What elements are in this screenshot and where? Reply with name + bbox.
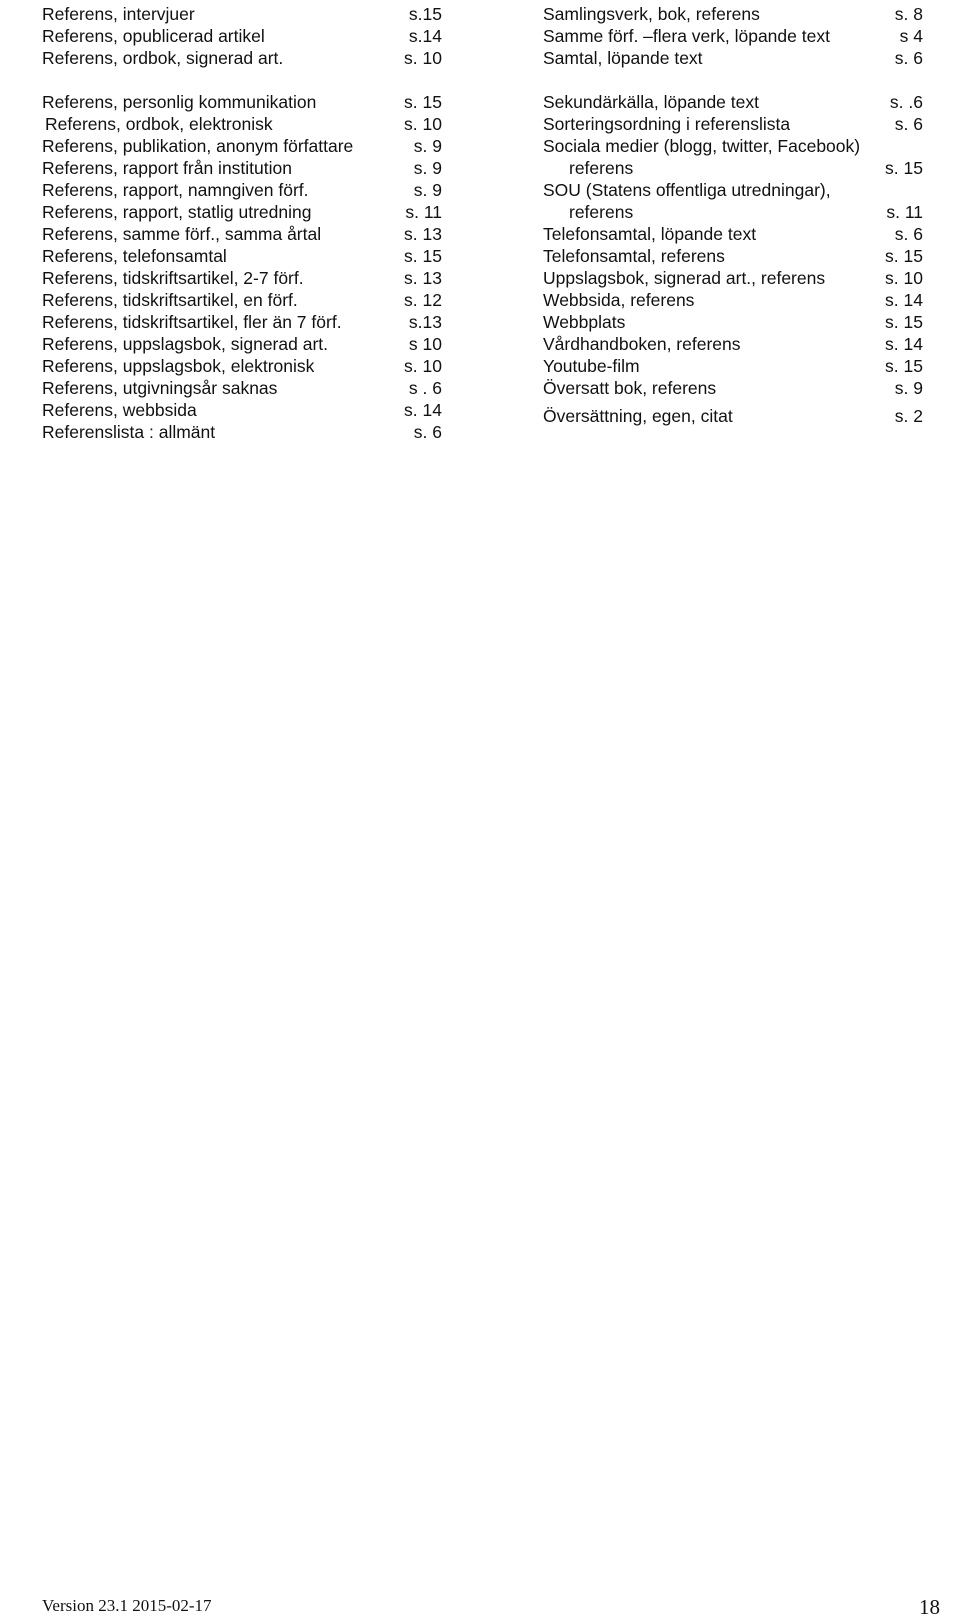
index-entry: [42, 201, 442, 223]
index-term: Webbsida, referens: [543, 290, 695, 310]
index-term: Sorteringsordning i referenslista: [543, 114, 791, 134]
index-entry: [543, 113, 923, 135]
index-page-ref: s. 11: [886, 202, 923, 222]
index-entry: [42, 179, 442, 201]
index-term: Uppslagsbok, signerad art., referens: [543, 268, 826, 288]
index-entry: [42, 91, 442, 113]
index-term: referens: [569, 158, 634, 178]
index-entry: [42, 355, 442, 377]
index-term: Samlingsverk, bok, referens: [543, 4, 760, 24]
index-entry: [42, 135, 442, 157]
index-page-ref: s . 6: [408, 378, 442, 398]
index-term: Referens, webbsida: [42, 400, 197, 420]
index-term: Referens, uppslagsbok, signerad art.: [42, 334, 328, 354]
index-page-ref: s.15: [408, 4, 442, 24]
index-page-ref: s. 14: [885, 290, 923, 310]
index-page-ref: s. 14: [885, 334, 923, 354]
index-entry: [543, 377, 923, 399]
index-entry: [42, 399, 442, 421]
index-page-ref: s. 6: [894, 114, 923, 134]
index-term: Referens, telefonsamtal: [42, 246, 227, 266]
index-page-ref: s. 14: [404, 400, 442, 420]
index-entry: [543, 91, 923, 113]
index-term: Referens, tidskriftsartikel, en förf.: [42, 290, 298, 310]
index-term: Referens, tidskriftsartikel, fler än 7 förf.: [42, 312, 342, 332]
index-term: Telefonsamtal, löpande text: [543, 224, 757, 244]
index-entry: [543, 47, 923, 69]
index-entry: [42, 157, 442, 179]
index-entry: [42, 223, 442, 245]
index-entry: [543, 3, 923, 25]
index-entry: [543, 157, 923, 179]
index-page-ref: s 10: [408, 334, 442, 354]
index-entry: [42, 113, 442, 135]
index-page-ref: s. 10: [404, 356, 442, 376]
index-page-ref: s. 15: [404, 92, 442, 112]
index-page-ref: s. 11: [405, 202, 442, 222]
index-page-ref: s 4: [899, 26, 923, 46]
index-entry: [42, 311, 442, 333]
index-page-ref: s. 8: [894, 4, 923, 24]
index-column-right: [543, 3, 923, 427]
index-page-ref: s. 6: [413, 422, 442, 442]
index-term: Webbplats: [543, 312, 626, 332]
index-page-ref: s. 15: [885, 312, 923, 332]
index-term: Översättning, egen, citat: [543, 406, 733, 426]
index-page-ref: s. 2: [894, 406, 923, 426]
index-page-ref: s. 10: [885, 268, 923, 288]
index-term: Referens, opublicerad artikel: [42, 26, 265, 46]
index-page-ref: s. .6: [889, 92, 923, 112]
index-entry: [42, 333, 442, 355]
index-page-ref: s. 15: [885, 158, 923, 178]
index-entry: [543, 223, 923, 245]
index-term: Referens, rapport, statlig utredning: [42, 202, 312, 222]
index-term: Sociala medier (blogg, twitter, Facebook): [543, 136, 861, 156]
index-term: Referens, rapport, namngiven förf.: [42, 180, 309, 200]
index-term: SOU (Statens offentliga utredningar),: [543, 180, 831, 200]
index-entry: [42, 289, 442, 311]
index-entry: [42, 25, 442, 47]
index-page-ref: s. 13: [404, 268, 442, 288]
index-term: Referens, utgivningsår saknas: [42, 378, 278, 398]
index-term: Samme förf. –flera verk, löpande text: [543, 26, 830, 46]
index-entry: [543, 289, 923, 311]
index-term: Referens, publikation, anonym författare: [42, 136, 354, 156]
index-term: Samtal, löpande text: [543, 48, 703, 68]
index-term: Referens, tidskriftsartikel, 2-7 förf.: [42, 268, 304, 288]
index-entry: [543, 179, 923, 201]
index-term: Youtube-film: [543, 356, 640, 376]
index-page-ref: s. 6: [894, 48, 923, 68]
index-entry: [42, 47, 442, 69]
index-page-ref: s. 10: [404, 48, 442, 68]
index-entry: [543, 267, 923, 289]
index-entry: [42, 3, 442, 25]
index-term: Referens, intervjuer: [42, 4, 195, 24]
index-page-ref: s. 9: [413, 158, 442, 178]
index-entry: [543, 25, 923, 47]
index-entry: [42, 267, 442, 289]
index-entry: [42, 421, 442, 443]
index-page-ref: s.13: [408, 312, 442, 332]
index-term: Referens, rapport från institution: [42, 158, 292, 178]
index-page-ref: s. 6: [894, 224, 923, 244]
index-page-ref: s. 15: [885, 246, 923, 266]
index-entry: [543, 405, 923, 427]
index-page-ref: s. 10: [404, 114, 442, 134]
index-entry: [543, 135, 923, 157]
index-entry: [543, 355, 923, 377]
index-term: Översatt bok, referens: [543, 378, 717, 398]
index-page-ref: s.14: [408, 26, 442, 46]
index-term: referens: [569, 202, 634, 222]
index-term: Referens, personlig kommunikation: [42, 92, 317, 112]
index-entry: [543, 333, 923, 355]
index-page-ref: s. 15: [885, 356, 923, 376]
footer-version: Version 23.1 2015-02-17: [42, 1596, 212, 1615]
index-term: Vårdhandboken, referens: [543, 334, 741, 354]
index-term: Sekundärkälla, löpande text: [543, 92, 759, 112]
index-term: Referens, samme förf., samma årtal: [42, 224, 322, 244]
index-term: Referens, uppslagsbok, elektronisk: [42, 356, 315, 376]
index-page-ref: s. 15: [404, 246, 442, 266]
index-page-ref: s. 9: [413, 136, 442, 156]
index-entry: [543, 245, 923, 267]
index-entry: [42, 377, 442, 399]
index-term: Referenslista : allmänt: [42, 422, 216, 442]
index-term: Referens, ordbok, signerad art.: [42, 48, 284, 68]
index-page-ref: s. 9: [413, 180, 442, 200]
index-entry: [42, 245, 442, 267]
index-page-ref: s. 9: [894, 378, 923, 398]
footer-page-number: 18: [919, 1595, 940, 1619]
index-term: Referens, ordbok, elektronisk: [45, 114, 273, 134]
index-page-ref: s. 12: [404, 290, 442, 310]
index-entry: [543, 311, 923, 333]
index-page-ref: s. 13: [404, 224, 442, 244]
index-entry: [543, 201, 923, 223]
index-term: Telefonsamtal, referens: [543, 246, 725, 266]
index-column-left: [42, 3, 442, 443]
